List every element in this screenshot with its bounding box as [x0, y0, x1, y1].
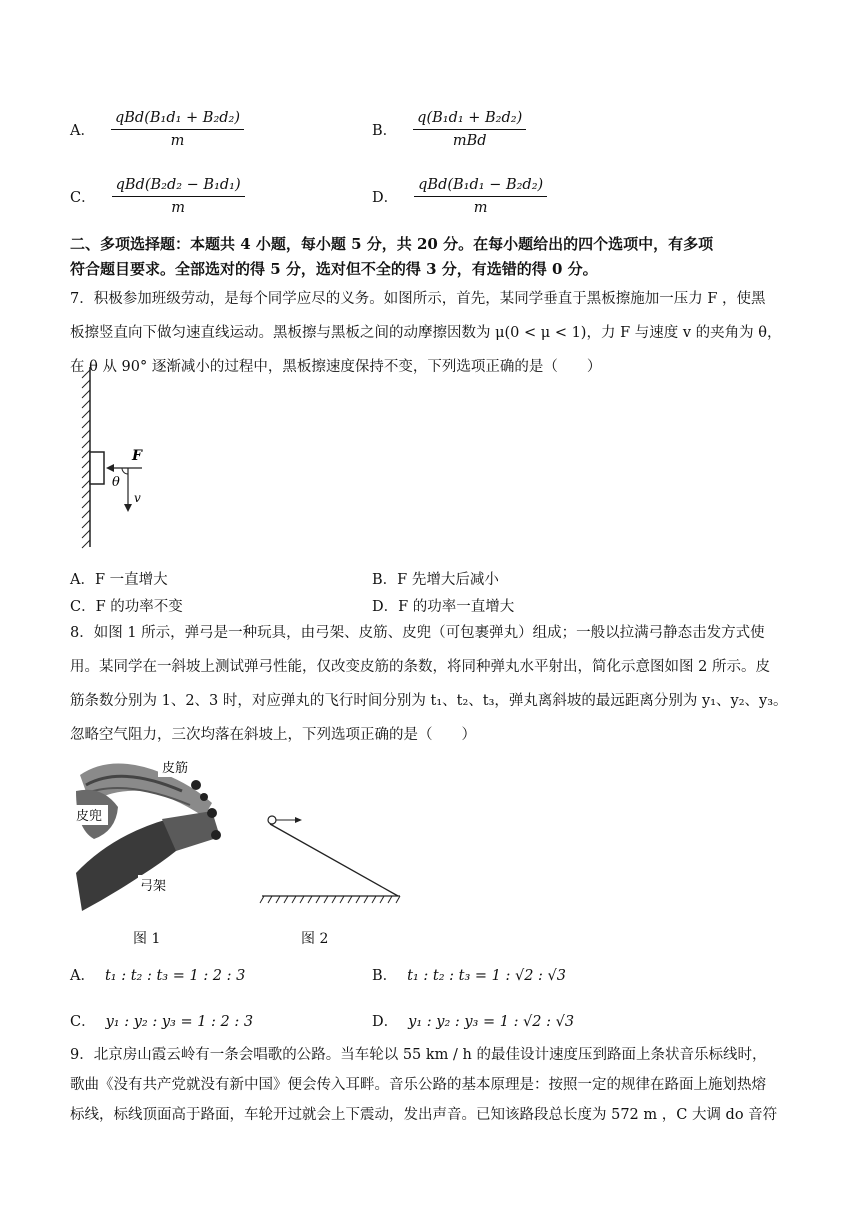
stem-line: 7．积极参加班级劳动，是每个同学应尽的义务。如图所示，首先，某同学垂直于黑板擦施加一压力 F ，使黑	[70, 291, 766, 307]
option-label: D．	[372, 1014, 399, 1030]
q6-option-a	[70, 110, 244, 149]
option-label: B．	[372, 968, 398, 984]
denominator: mBd	[452, 133, 487, 149]
section-line: 二、多项选择题：本题共 4 小题，每小题 5 分，共 20 分。在每小题给出的四个选项中，有多项	[70, 235, 714, 253]
option-label: B．	[372, 123, 398, 139]
numerator: q(B₁d₁ + B₂d₂)	[413, 110, 526, 130]
fraction	[413, 110, 526, 149]
velocity-label: v	[134, 491, 141, 505]
slingshot-photo	[72, 755, 232, 915]
force-label: F	[132, 448, 142, 464]
section-heading	[70, 232, 794, 282]
q8-option-c	[70, 1010, 253, 1031]
option-label: A．	[70, 968, 95, 984]
numerator: qBd(B₁d₁ + B₂d₂)	[111, 110, 244, 130]
q6-option-b	[372, 110, 526, 149]
option-label: B．	[372, 572, 398, 588]
angle-label: θ	[112, 475, 120, 490]
q8-option-d	[372, 1010, 574, 1031]
stem-line: 板擦竖直向下做匀速直线运动。黑板擦与黑板之间的动摩擦因数为 μ(0 < μ < 1)，力 F 与速度 v 的夹角为 θ，	[70, 325, 782, 341]
band-label: 皮筋	[162, 761, 189, 776]
question-8-stem	[70, 616, 796, 752]
question-7-stem	[70, 282, 796, 384]
wall-hatching	[82, 367, 90, 548]
option-text: F 一直增大	[94, 572, 168, 588]
option-label: C．	[70, 1014, 96, 1030]
pouch-label: 皮兜	[76, 809, 103, 824]
section-line: 符合题目要求。全部选对的得 5 分，选对但不全的得 3 分，有选错的得 0 分。	[70, 260, 598, 278]
frame-label: 弓架	[140, 879, 167, 894]
stem-line: 9．北京房山霞云岭有一条会唱歌的公路。当车轮以 55 km / h 的最佳设计速度压到路面上条状音乐标线时，	[70, 1047, 767, 1063]
numerator: qBd(B₁d₁ − B₂d₂)	[414, 177, 547, 197]
q8-option-a	[70, 964, 245, 985]
denominator: m	[473, 200, 488, 216]
option-text: t₁ : t₂ : t₃ = 1 : 2 : 3	[104, 968, 246, 984]
question-9-stem	[70, 1040, 796, 1130]
q7-option-d	[372, 595, 514, 616]
option-label: D．	[372, 190, 399, 206]
q6-option-d	[372, 177, 547, 216]
option-label: A．	[70, 123, 95, 139]
option-label: C．	[70, 190, 96, 206]
stem-line: 8．如图 1 所示，弹弓是一种玩具，由弓架、皮筋、皮兜（可包裹弹丸）组成；一般以拉满弓静态击发方式使	[70, 625, 765, 641]
fraction	[111, 110, 244, 149]
option-text: t₁ : t₂ : t₃ = 1 : √2 : √3	[407, 968, 567, 984]
denominator: m	[171, 200, 185, 216]
slope-line	[270, 824, 398, 896]
denominator: m	[170, 133, 185, 149]
force-arrowhead	[106, 464, 114, 472]
q7-option-b	[372, 568, 499, 589]
option-label: A．	[70, 572, 95, 588]
angle-arc	[122, 468, 128, 474]
fraction	[414, 177, 547, 216]
slope-diagram	[258, 808, 408, 908]
option-text: y₁ : y₂ : y₃ = 1 : 2 : 3	[105, 1014, 254, 1030]
stem-line: 歌曲《没有共产党就没有新中国》便会传入耳畔。音乐公路的基本原理是：按照一定的规律在路面上施划热熔	[70, 1077, 766, 1093]
stem-line: 在 θ 从 90° 逐渐减小的过程中，黑板擦速度保持不变，下列选项正确的是（ ）	[70, 359, 602, 375]
velocity-arrowhead	[124, 504, 132, 512]
stem-line: 用。某同学在一斜坡上测试弹弓性能，仅改变皮筋的条数，将同种弹丸水平射出，简化示意图如图 2 所示。皮	[70, 659, 770, 675]
q7-figure	[70, 362, 170, 552]
eraser-block	[90, 452, 104, 484]
q6-option-c	[70, 177, 245, 216]
option-text: F 的功率不变	[95, 599, 183, 615]
option-label: C．	[70, 599, 96, 615]
option-text: F 的功率一直增大	[398, 599, 515, 615]
q8-option-b	[372, 964, 566, 985]
q7-option-c	[70, 595, 183, 616]
ground-hatching	[260, 896, 400, 903]
option-text: y₁ : y₂ : y₃ = 1 : √2 : √3	[408, 1014, 575, 1030]
option-label: D．	[372, 599, 399, 615]
numerator: qBd(B₂d₂ − B₁d₁)	[112, 177, 245, 197]
option-text: F 先增大后减小	[397, 572, 499, 588]
stem-line: 标线，标线顶面高于路面，车轮开过就会上下震动，发出声音。已知该路段总长度为 572 m ，C 大调 do 音符	[70, 1107, 778, 1123]
figure-2-caption: 图 2	[301, 931, 329, 947]
figure-1-caption: 图 1	[133, 931, 161, 947]
stem-line: 筋条数分别为 1、2、3 时，对应弹丸的飞行时间分别为 t₁、t₂、t₃，弹丸离斜坡的最远距离分别为 y₁、y₂、y₃。	[70, 693, 788, 709]
stem-line: 忽略空气阻力，三次均落在斜坡上，下列选项正确的是（ ）	[70, 727, 476, 743]
fraction	[112, 177, 245, 216]
q7-option-a	[70, 568, 168, 589]
pellet	[268, 816, 276, 824]
